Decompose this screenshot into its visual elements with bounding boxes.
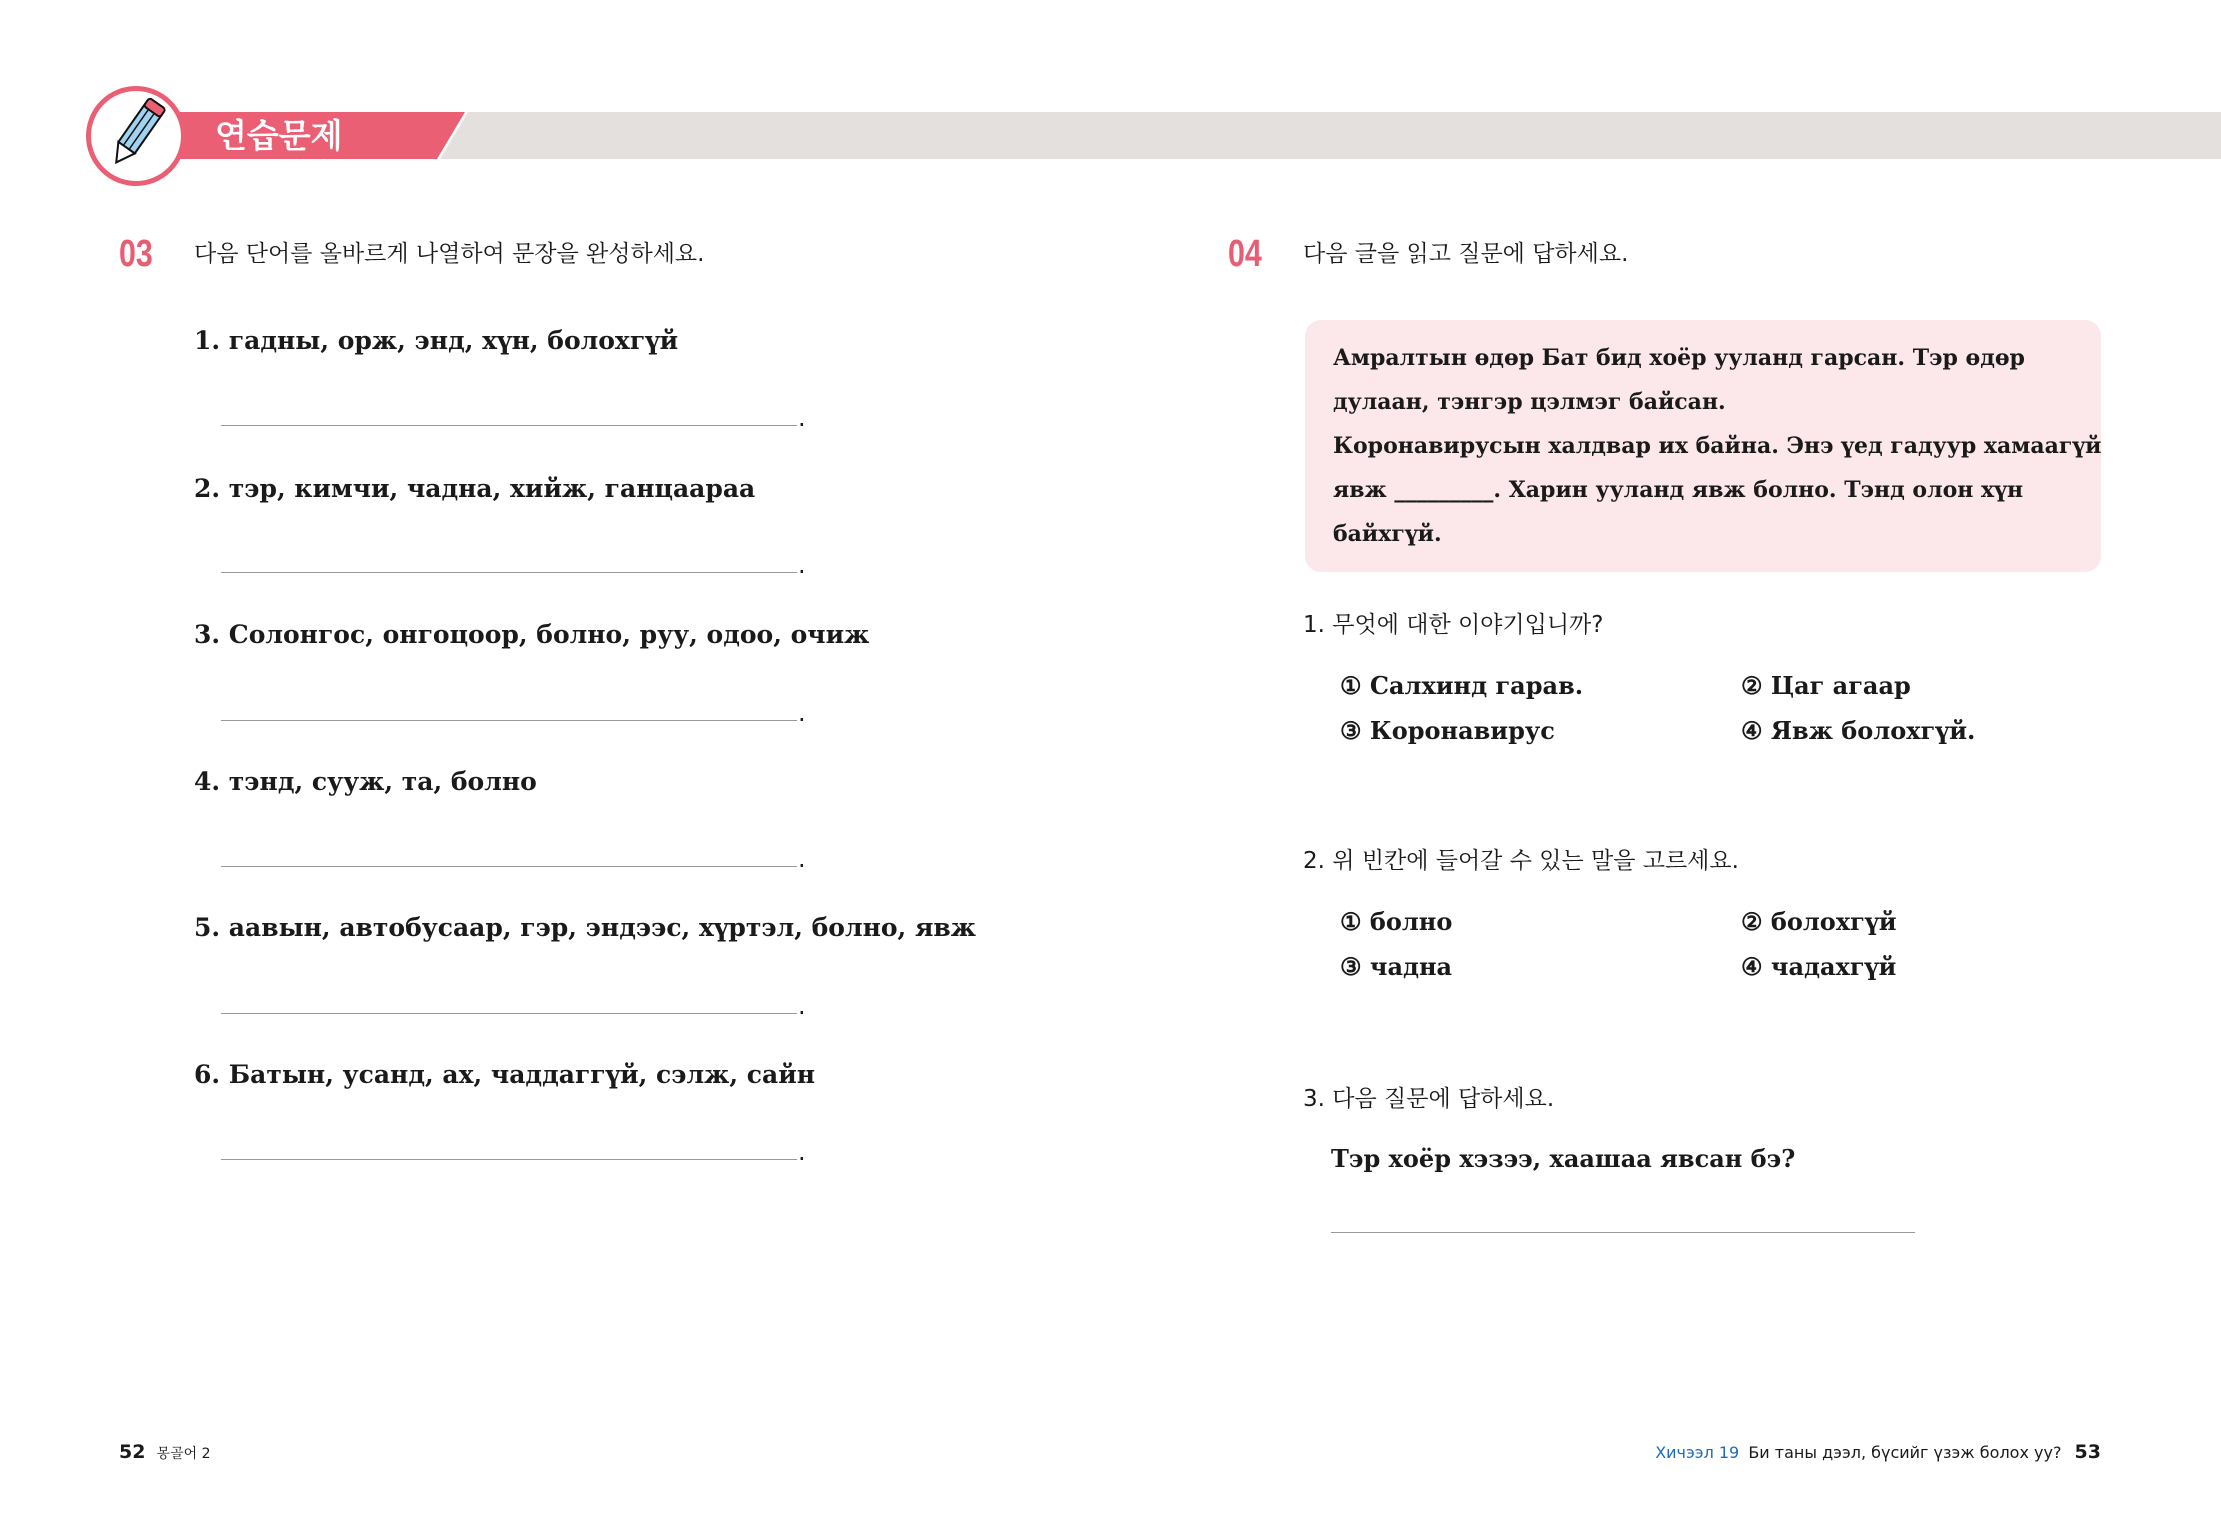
answer-line[interactable] <box>221 572 797 573</box>
passage-line: дулаан, тэнгэр цэлмэг байсан. <box>1333 389 1726 415</box>
answer-line[interactable] <box>221 866 797 867</box>
exercise-04-number: 04 <box>1228 233 1262 275</box>
passage-line: Амралтын өдөр Бат бид хоёр ууланд гарсан. Тэр өдөр <box>1333 345 2025 371</box>
pencil-badge <box>86 86 186 186</box>
period: . <box>798 551 806 579</box>
period: . <box>798 1138 806 1166</box>
question-3: 3. 다음 질문에 답하세요. <box>1303 1086 1555 1112</box>
exercise-03-number: 03 <box>119 233 153 275</box>
answer-line[interactable] <box>221 720 797 721</box>
exercise-item: 6. Батын, усанд, ах, чаддаггүй, сэлж, сайн <box>194 1060 816 1089</box>
q2-option-1[interactable]: ① болно <box>1340 907 1453 936</box>
pencil-icon <box>91 91 181 181</box>
q1-option-4[interactable]: ④ Явж болохгүй. <box>1741 716 1976 745</box>
question-1: 1. 무엇에 대한 이야기입니까? <box>1303 612 1604 638</box>
exercise-item: 2. тэр, кимчи, чадна, хийж, ганцаараа <box>194 474 756 503</box>
q2-option-2[interactable]: ② болохгүй <box>1741 907 1897 936</box>
footer-right <box>1655 1432 2101 1472</box>
answer-line[interactable] <box>221 1159 797 1160</box>
q1-option-3[interactable]: ③ Коронавирус <box>1340 716 1555 745</box>
q2-option-3[interactable]: ③ чадна <box>1340 952 1453 981</box>
question-2: 2. 위 빈칸에 들어갈 수 있는 말을 고르세요. <box>1303 848 1739 874</box>
passage-line: байхгүй. <box>1333 521 1442 547</box>
answer-line[interactable] <box>221 1013 797 1014</box>
period: . <box>798 845 806 873</box>
lesson-number: Хичээл 19 <box>1655 1443 1740 1462</box>
q1-option-1[interactable]: ① Салхинд гарав. <box>1340 671 1584 700</box>
question-3-prompt: Тэр хоёр хэзээ, хаашаа явсан бэ? <box>1331 1144 1796 1173</box>
right-page-number: 53 <box>2074 1441 2101 1463</box>
left-page-number: 52 <box>119 1441 146 1463</box>
section-title: 연습문제 <box>215 116 343 155</box>
period: . <box>798 699 806 727</box>
exercise-item: 4. тэнд, сууж, та, болно <box>194 767 537 796</box>
exercise-item: 3. Солонгос, онгоцоор, болно, руу, одоо, очиж <box>194 620 870 649</box>
exercise-04-instruction: 다음 글을 읽고 질문에 답하세요. <box>1303 241 1629 267</box>
exercise-03-instruction: 다음 단어를 올바르게 나열하여 문장을 완성하세요. <box>194 241 705 267</box>
answer-line[interactable] <box>221 425 797 426</box>
period: . <box>798 404 806 432</box>
answer-line[interactable] <box>1331 1232 1915 1233</box>
q2-option-4[interactable]: ④ чадахгүй <box>1741 952 1897 981</box>
passage-line: Коронавирусын халдвар их байна. Энэ үед гадуур хамаагүй <box>1333 433 2102 459</box>
exercise-item: 5. аавын, автобусаар, гэр, эндээс, хүртэл, болно, явж <box>194 913 977 942</box>
q1-option-2[interactable]: ② Цаг агаар <box>1741 671 1911 700</box>
passage-line: явж _________. Харин ууланд явж болно. Тэнд олон хүн <box>1333 477 2024 503</box>
exercise-item: 1. гадны, орж, энд, хүн, болохгүй <box>194 326 679 355</box>
header-gray-band <box>440 112 2221 159</box>
lesson-title: Би таны дээл, бүсийг үзэж болох уу? <box>1748 1443 2062 1462</box>
left-book-title: 몽골어 2 <box>156 1446 211 1462</box>
period: . <box>798 992 806 1020</box>
footer-left <box>119 1432 210 1472</box>
